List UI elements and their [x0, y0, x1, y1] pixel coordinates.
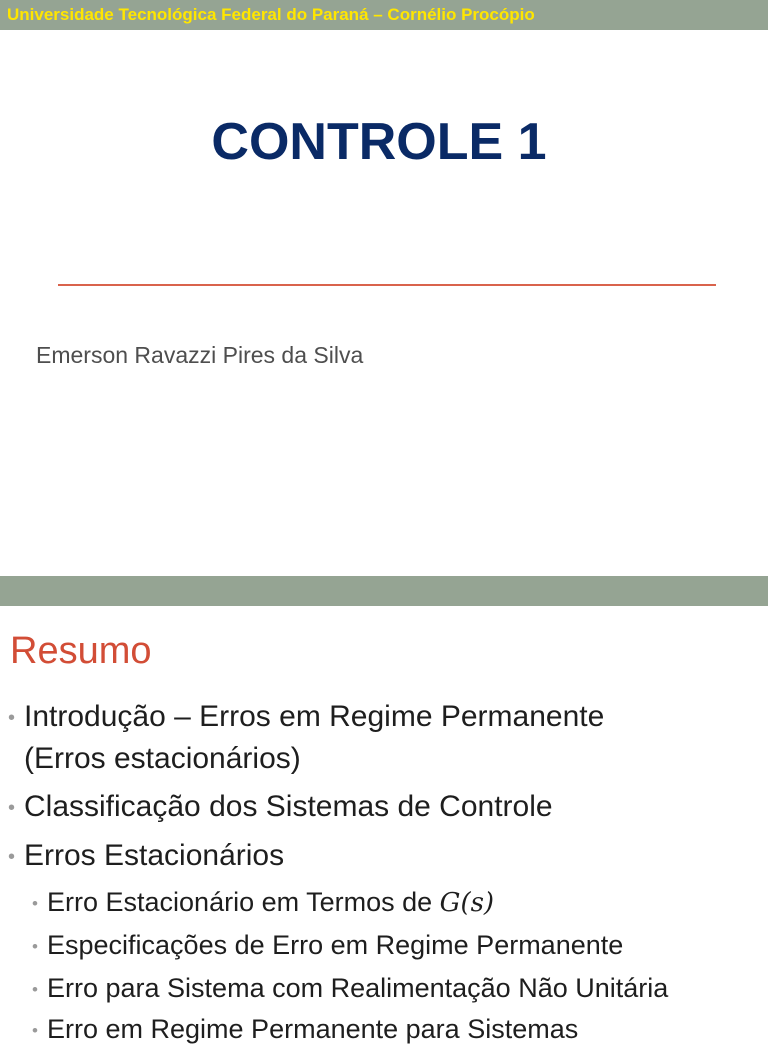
bullet-dot-icon: •	[8, 706, 16, 729]
bullet-dot-icon: •	[32, 936, 38, 956]
subbullet-item	[32, 1014, 578, 1045]
bullet-dot-icon: •	[8, 845, 16, 868]
summary-heading: Resumo	[10, 630, 152, 672]
subbullet-text: Especificações de Erro em Regime Permanente	[47, 930, 624, 960]
bullet-item	[8, 839, 284, 873]
subbullet-item	[32, 887, 494, 918]
slide-separator-bar	[0, 576, 768, 606]
subbullet-text: Erro em Regime Permanente para Sistemas	[47, 1014, 579, 1044]
title-divider	[58, 284, 716, 286]
bullet-continuation: (Erros estacionários)	[24, 742, 301, 775]
bullet-dot-icon: •	[32, 893, 38, 913]
slide-title: CONTROLE 1	[211, 113, 547, 171]
bullet-text: Erros Estacionários	[24, 839, 285, 872]
subbullet-item	[32, 930, 623, 961]
bullet-item	[8, 790, 553, 824]
bullet-dot-icon: •	[32, 1020, 38, 1040]
math-expression: G(s)	[439, 888, 495, 918]
header-bar	[0, 0, 768, 30]
institution-name: Universidade Tecnológica Federal do Paraná – Cornélio Procópio	[7, 5, 535, 24]
bullet-item	[8, 700, 604, 734]
subbullet-text: Erro Estacionário em Termos de	[47, 887, 440, 917]
subbullet-item	[32, 973, 668, 1004]
subbullet-text: Erro para Sistema com Realimentação Não Unitária	[47, 973, 669, 1003]
bullet-text: Classificação dos Sistemas de Controle	[24, 790, 553, 823]
bullet-text: Introdução – Erros em Regime Permanente	[24, 700, 605, 733]
author-name: Emerson Ravazzi Pires da Silva	[36, 342, 364, 368]
bullet-dot-icon: •	[8, 796, 16, 819]
bullet-dot-icon: •	[32, 979, 38, 999]
